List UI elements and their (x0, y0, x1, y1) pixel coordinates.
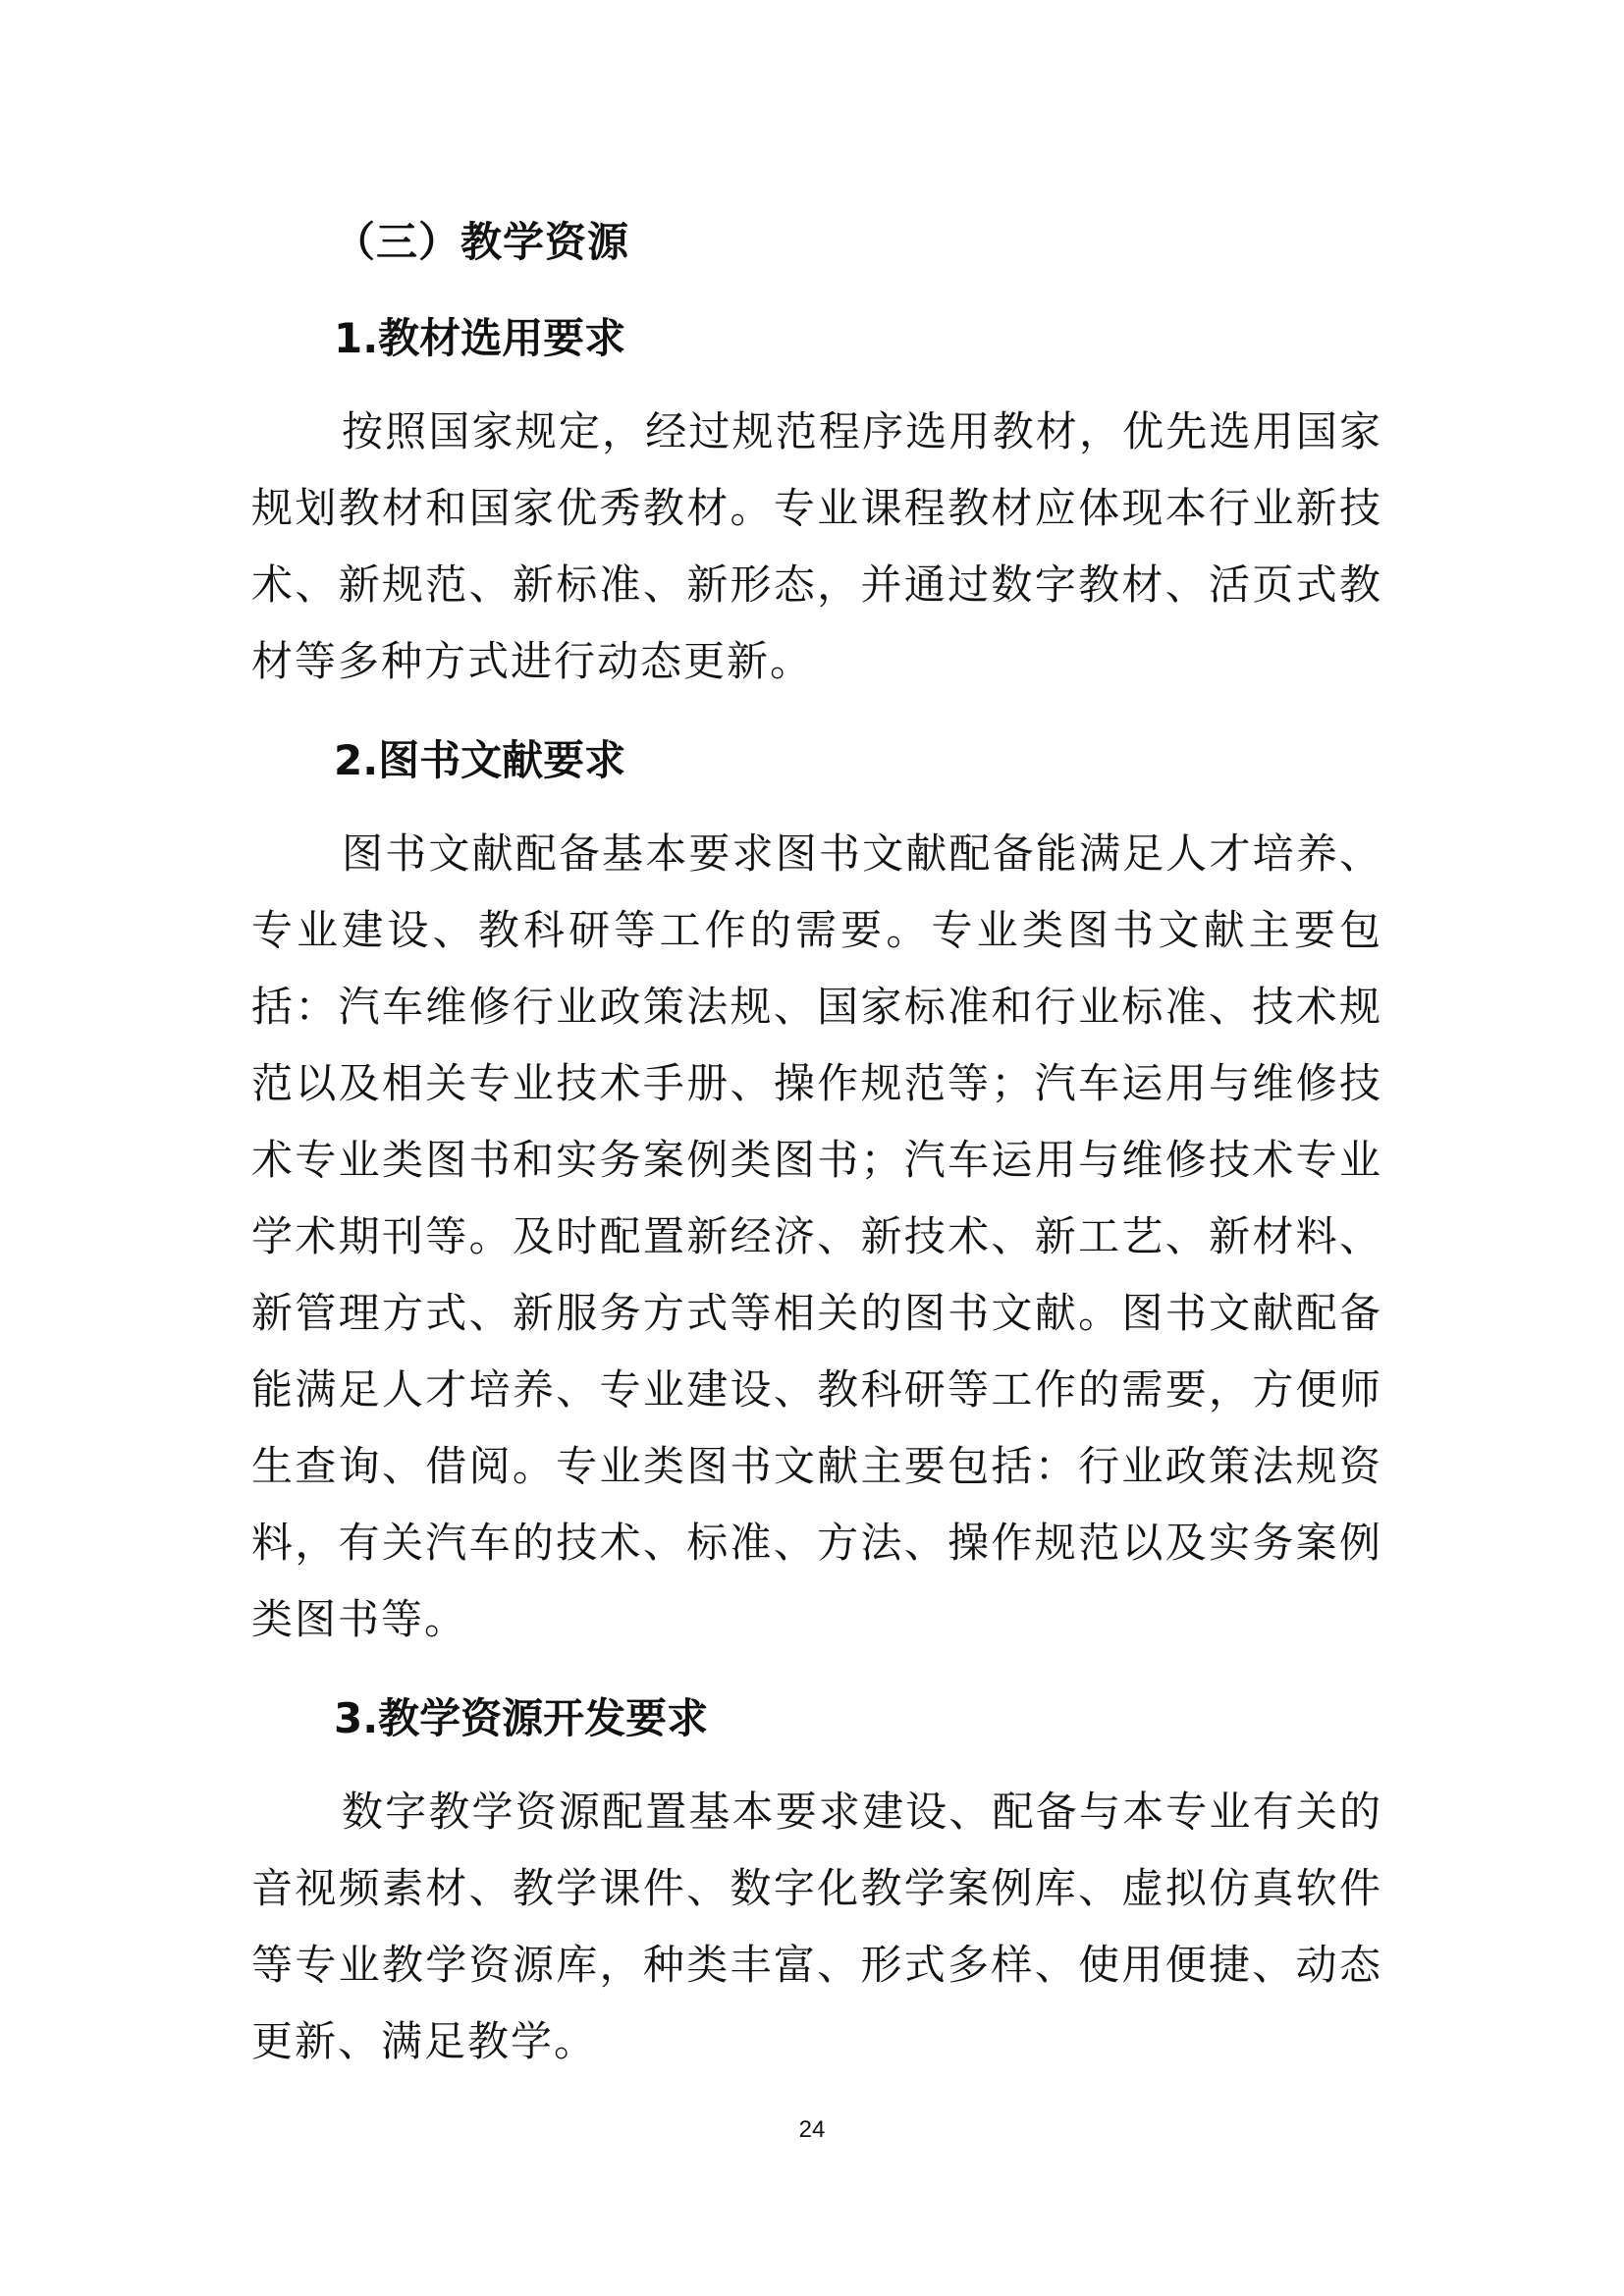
subsection-title-textbook: 1.教材选用要求 (334, 314, 626, 362)
spacer (251, 802, 1382, 816)
page-content (251, 201, 1382, 2080)
section-title: （三）教学资源 (334, 218, 630, 266)
paragraph-library: 图书文献配备基本要求图书文献配备能满足人才培养、专业建设、教科研等工作的需要。专业类图书文献主要包括：汽车维修行业政策法规、国家标准和行业标准、技术规范以及相关专业技术手册、操作规范等；汽车运用与维修技术专业类图书和实务案例类图书；汽车运用与维修技术专业学术期刊等。及时配置新经济、新技术、新工艺、新材料、新管理方式、新服务方式等相关的图书文献。图书文献配备能满足人才培养、专业建设、教科研等工作的需要，方便师生查询、借阅。专业类图书文献主要包括：行业政策法规资料，有关汽车的技术、标准、方法、操作规范以及实务案例类图书等。 (251, 829, 1382, 1643)
paragraph-textbook: 按照国家规定，经过规范程序选用教材，优先选用国家规划教材和国家优秀教材。专业课程教材应体现本行业新技术、新规范、新标准、新形态，并通过数字教材、活页式教材等多种方式进行动态更新。 (251, 407, 1382, 685)
spacer (251, 1658, 1382, 1678)
subsection-title-resources: 3.教学资源开发要求 (334, 1694, 709, 1742)
spacer (251, 380, 1382, 394)
page-number: 24 (798, 2116, 826, 2143)
spacer (251, 1760, 1382, 1774)
spacer (251, 284, 1382, 297)
subsection-title-library: 2.图书文献要求 (334, 736, 626, 784)
spacer (251, 700, 1382, 720)
paragraph-resources: 数字教学资源配置基本要求建设、配备与本专业有关的音视频素材、教学课件、数字化教学案例库、虚拟仿真软件等专业教学资源库，种类丰富、形式多样、使用便捷、动态更新、满足教学。 (251, 1788, 1382, 2065)
